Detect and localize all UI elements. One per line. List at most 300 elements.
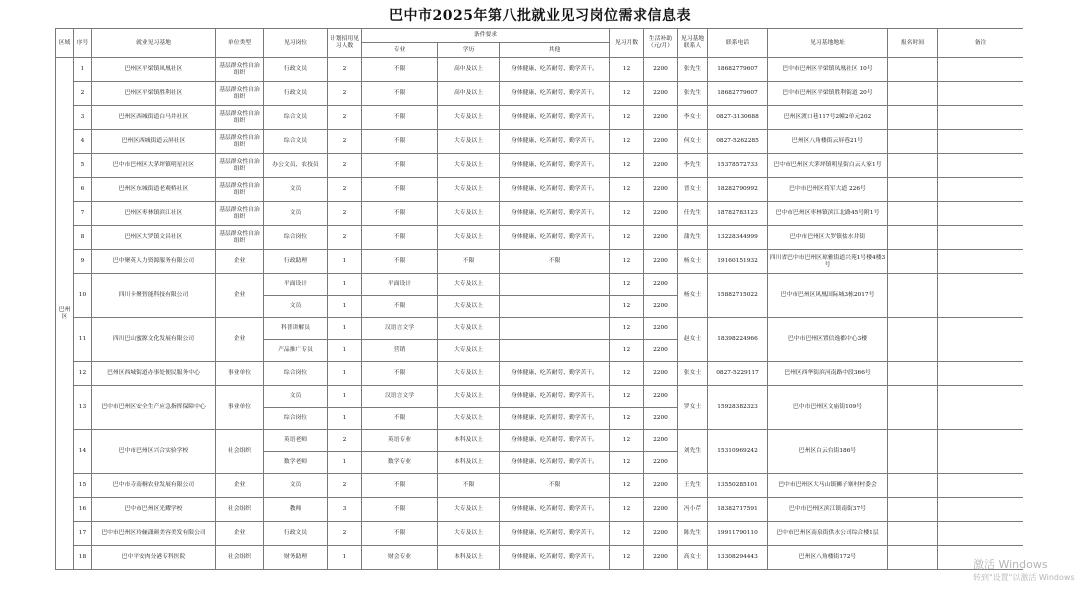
subsidy-cell: 2200 (644, 82, 678, 106)
major-cell: 营销 (362, 340, 438, 362)
planned-count-cell: 2 (328, 130, 362, 154)
address-cell: 巴中市巴州区大马山镇狮子寨村村委会 (768, 474, 888, 498)
subsidy-cell: 2200 (644, 250, 678, 274)
windows-activation-watermark (973, 558, 1080, 584)
base-name-cell: 巴州区西城街道白马井社区 (92, 106, 216, 130)
education-cell: 大专及以上 (438, 522, 500, 546)
phone-cell: 15882715022 (708, 274, 768, 318)
major-cell: 不限 (362, 226, 438, 250)
subsidy-cell: 2200 (644, 130, 678, 154)
job-table-sheet (55, 28, 1023, 598)
education-cell: 大专及以上 (438, 154, 500, 178)
address-cell: 巴中市巴州区置信逸都中心3楼 (768, 318, 888, 362)
subsidy-cell: 2200 (644, 452, 678, 474)
other-requirement-cell: 身体健康、吃苦耐劳、勤学苦干。 (500, 226, 610, 250)
other-requirement-cell: 身体健康、吃苦耐劳、勤学苦干。 (500, 522, 610, 546)
education-cell: 不限 (438, 474, 500, 498)
unit-type-cell: 事业单位 (216, 362, 264, 386)
table-row (56, 430, 1024, 452)
education-cell: 本科及以上 (438, 430, 500, 452)
base-name-cell: 巴州区西城街道云屏社区 (92, 130, 216, 154)
major-cell: 不限 (362, 522, 438, 546)
other-requirement-cell: 身体健康、吃苦耐劳、勤学苦干。 (500, 452, 610, 474)
position-cell: 文员 (264, 386, 328, 408)
unit-type-cell: 社会组织 (216, 498, 264, 522)
position-cell: 办公文员、农技员 (264, 154, 328, 178)
table-row (56, 202, 1024, 226)
signup-time-cell (888, 386, 938, 430)
signup-time-cell (888, 58, 938, 82)
months-cell: 12 (610, 340, 644, 362)
position-cell: 文员 (264, 296, 328, 318)
seq-cell: 2 (74, 82, 92, 106)
seq-cell: 9 (74, 250, 92, 274)
education-cell: 高中及以上 (438, 58, 500, 82)
header-contact: 见习基地联系人 (678, 29, 708, 58)
unit-type-cell: 基层群众性自治组织 (216, 178, 264, 202)
major-cell: 英语专业 (362, 430, 438, 452)
months-cell: 12 (610, 296, 644, 318)
remark-cell (938, 58, 1024, 82)
major-cell: 不限 (362, 130, 438, 154)
education-cell: 高中及以上 (438, 82, 500, 106)
contact-cell: 刘先生 (678, 430, 708, 474)
planned-count-cell: 2 (328, 522, 362, 546)
signup-time-cell (888, 130, 938, 154)
table-row (56, 474, 1024, 498)
header-position: 见习岗位 (264, 29, 328, 58)
position-cell: 教师 (264, 498, 328, 522)
remark-cell (938, 130, 1024, 154)
position-cell: 综合文员 (264, 106, 328, 130)
seq-cell: 15 (74, 474, 92, 498)
seq-cell: 11 (74, 318, 92, 362)
contact-cell: 李先生 (678, 154, 708, 178)
other-requirement-cell: 身体健康、吃苦耐劳、勤学苦干。 (500, 106, 610, 130)
table-row (56, 130, 1024, 154)
remark-cell (938, 522, 1024, 546)
other-requirement-cell: 身体健康、吃苦耐劳、勤学苦干。 (500, 130, 610, 154)
remark-cell (938, 106, 1024, 130)
position-cell: 行政文员 (264, 82, 328, 106)
months-cell: 12 (610, 474, 644, 498)
planned-count-cell: 1 (328, 362, 362, 386)
subsidy-cell: 2200 (644, 386, 678, 408)
position-cell: 数学老师 (264, 452, 328, 474)
signup-time-cell (888, 362, 938, 386)
address-cell: 巴中市巴州区风凰国际城3栋2017号 (768, 274, 888, 318)
education-cell: 大专及以上 (438, 296, 500, 318)
table-row (56, 154, 1024, 178)
seq-cell: 17 (74, 522, 92, 546)
unit-type-cell: 基层群众性自治组织 (216, 106, 264, 130)
position-cell: 综合岗位 (264, 226, 328, 250)
other-requirement-cell: 身体健康、吃苦耐劳、勤学苦干。 (500, 362, 610, 386)
header-months: 见习月数 (610, 29, 644, 58)
phone-cell: 18398224966 (708, 318, 768, 362)
base-name-cell: 四川卡聚智能科技有限公司 (92, 274, 216, 318)
remark-cell (938, 498, 1024, 522)
major-cell: 不限 (362, 408, 438, 430)
planned-count-cell: 2 (328, 226, 362, 250)
address-cell: 巴中市巴州区将军大道 226号 (768, 178, 888, 202)
contact-cell: 张先生 (678, 82, 708, 106)
table-row (56, 58, 1024, 82)
base-name-cell: 巴州区平梁镇胜利社区 (92, 82, 216, 106)
table-row (56, 498, 1024, 522)
position-cell: 文员 (264, 474, 328, 498)
base-name-cell: 巴中市巴州区玲俪潇颜美容美发有限公司 (92, 522, 216, 546)
base-name-cell: 巴中市巴州区安全生产应急指挥保障中心 (92, 386, 216, 430)
major-cell: 汉语言文学 (362, 318, 438, 340)
position-cell: 文员 (264, 178, 328, 202)
address-cell: 巴州区西华街滨河南路中段366号 (768, 362, 888, 386)
header-major: 专业 (362, 43, 438, 58)
base-name-cell: 巴中聚英人力资源服务有限公司 (92, 250, 216, 274)
remark-cell (938, 178, 1024, 202)
seq-cell: 13 (74, 386, 92, 430)
remark-cell (938, 154, 1024, 178)
other-requirement-cell: 身体健康、吃苦耐劳、勤学苦干。 (500, 58, 610, 82)
table-row (56, 274, 1024, 296)
seq-cell: 8 (74, 226, 92, 250)
signup-time-cell (888, 474, 938, 498)
other-requirement-cell: 身体健康、吃苦耐劳、勤学苦干。 (500, 430, 610, 452)
planned-count-cell: 1 (328, 274, 362, 296)
table-body (56, 58, 1024, 570)
table-header (56, 29, 1024, 58)
remark-cell (938, 386, 1024, 430)
position-cell: 综合岗位 (264, 408, 328, 430)
table-row (56, 106, 1024, 130)
unit-type-cell: 基层群众性自治组织 (216, 58, 264, 82)
address-cell: 巴中市巴州区滨江镇南街37号 (768, 498, 888, 522)
planned-count-cell: 2 (328, 202, 362, 226)
seq-cell: 7 (74, 202, 92, 226)
phone-cell: 13228344999 (708, 226, 768, 250)
other-requirement-cell: 身体健康、吃苦耐劳、勤学苦干。 (500, 202, 610, 226)
seq-cell: 6 (74, 178, 92, 202)
planned-count-cell: 3 (328, 498, 362, 522)
education-cell: 大专及以上 (438, 226, 500, 250)
position-cell: 科普讲解员 (264, 318, 328, 340)
unit-type-cell: 企业 (216, 474, 264, 498)
position-cell: 综合岗位 (264, 362, 328, 386)
header-address: 见习基地地址 (768, 29, 888, 58)
subsidy-cell: 2200 (644, 274, 678, 296)
other-requirement-cell: 不限 (500, 250, 610, 274)
remark-cell (938, 318, 1024, 362)
education-cell: 本科及以上 (438, 546, 500, 570)
major-cell: 不限 (362, 154, 438, 178)
contact-cell: 陈先生 (678, 522, 708, 546)
planned-count-cell: 2 (328, 154, 362, 178)
seq-cell: 1 (74, 58, 92, 82)
remark-cell (938, 202, 1024, 226)
major-cell: 不限 (362, 250, 438, 274)
address-cell: 巴中市巴州区平梁镇胜利街道 20号 (768, 82, 888, 106)
contact-cell: 王先生 (678, 474, 708, 498)
position-cell: 财务助理 (264, 546, 328, 570)
phone-cell: 19160151932 (708, 250, 768, 274)
signup-time-cell (888, 82, 938, 106)
subsidy-cell: 2200 (644, 362, 678, 386)
contact-cell: 冯小芹 (678, 498, 708, 522)
table-row (56, 318, 1024, 340)
months-cell: 12 (610, 522, 644, 546)
months-cell: 12 (610, 178, 644, 202)
subsidy-cell: 2200 (644, 474, 678, 498)
planned-count-cell: 2 (328, 178, 362, 202)
other-requirement-cell: 身体健康、吃苦耐劳、勤学苦干。 (500, 154, 610, 178)
address-cell: 四川省巴中市巴州区琼雅街道兴苑1号楼4楼3号 (768, 250, 888, 274)
phone-cell: 0827-5262285 (708, 130, 768, 154)
seq-cell: 14 (74, 430, 92, 474)
contact-cell: 杨女士 (678, 250, 708, 274)
months-cell: 12 (610, 82, 644, 106)
area-cell: 巴州区 (56, 58, 74, 570)
table-row (56, 82, 1024, 106)
unit-type-cell: 基层群众性自治组织 (216, 130, 264, 154)
remark-cell (938, 362, 1024, 386)
other-requirement-cell: 不限 (500, 474, 610, 498)
unit-type-cell: 事业单位 (216, 386, 264, 430)
contact-cell: 高女士 (678, 546, 708, 570)
other-requirement-cell (500, 318, 610, 340)
base-name-cell: 巴州区大罗镇文昌社区 (92, 226, 216, 250)
subsidy-cell: 2200 (644, 202, 678, 226)
phone-cell: 15928382323 (708, 386, 768, 430)
other-requirement-cell: 身体健康、吃苦耐劳、勤学苦干。 (500, 498, 610, 522)
signup-time-cell (888, 226, 938, 250)
table-row (56, 250, 1024, 274)
table-row (56, 362, 1024, 386)
base-name-cell: 巴州区平梁镇凤凰社区 (92, 58, 216, 82)
unit-type-cell: 企业 (216, 522, 264, 546)
seq-cell: 10 (74, 274, 92, 318)
months-cell: 12 (610, 408, 644, 430)
major-cell: 不限 (362, 474, 438, 498)
months-cell: 12 (610, 226, 644, 250)
months-cell: 12 (610, 362, 644, 386)
major-cell: 不限 (362, 296, 438, 318)
table-row (56, 386, 1024, 408)
base-name-cell: 巴州区东城街道老观桥社区 (92, 178, 216, 202)
signup-time-cell (888, 202, 938, 226)
seq-cell: 5 (74, 154, 92, 178)
planned-count-cell: 1 (328, 296, 362, 318)
position-cell: 行政文员 (264, 58, 328, 82)
major-cell: 平面设计 (362, 274, 438, 296)
contact-cell: 张先生 (678, 58, 708, 82)
months-cell: 12 (610, 386, 644, 408)
subsidy-cell: 2200 (644, 430, 678, 452)
header-requirements: 条件要求 (362, 29, 610, 43)
major-cell: 不限 (362, 202, 438, 226)
base-name-cell: 巴中市巴州区光耀学校 (92, 498, 216, 522)
contact-cell: 杨女士 (678, 274, 708, 318)
phone-cell: 18782783123 (708, 202, 768, 226)
signup-time-cell (888, 522, 938, 546)
address-cell: 巴中市巴州区南泉街供水公司综合楼1层 (768, 522, 888, 546)
position-cell: 英语老师 (264, 430, 328, 452)
position-cell: 综合文员 (264, 130, 328, 154)
subsidy-cell: 2200 (644, 408, 678, 430)
header-base: 就业见习基地 (92, 29, 216, 58)
header-other: 其他 (500, 43, 610, 58)
months-cell: 12 (610, 430, 644, 452)
table-row (56, 226, 1024, 250)
major-cell: 不限 (362, 82, 438, 106)
subsidy-cell: 2200 (644, 340, 678, 362)
planned-count-cell: 1 (328, 340, 362, 362)
education-cell: 不限 (438, 250, 500, 274)
education-cell: 大专及以上 (438, 274, 500, 296)
seq-cell: 3 (74, 106, 92, 130)
other-requirement-cell: 身体健康、吃苦耐劳、勤学苦干。 (500, 386, 610, 408)
position-cell: 产品推广专员 (264, 340, 328, 362)
header-unit-type: 单位类型 (216, 29, 264, 58)
planned-count-cell: 1 (328, 386, 362, 408)
address-cell: 巴中市巴州区大茅坪镇明星街白云人家1号 (768, 154, 888, 178)
phone-cell: 18382717591 (708, 498, 768, 522)
base-name-cell: 巴州区枣林镇滨江社区 (92, 202, 216, 226)
position-cell: 行政助理 (264, 250, 328, 274)
header-subsidy: 生活补助（元/月） (644, 29, 678, 58)
signup-time-cell (888, 546, 938, 570)
months-cell: 12 (610, 130, 644, 154)
months-cell: 12 (610, 58, 644, 82)
subsidy-cell: 2200 (644, 106, 678, 130)
remark-cell (938, 474, 1024, 498)
major-cell: 不限 (362, 178, 438, 202)
position-cell: 平面设计 (264, 274, 328, 296)
subsidy-cell: 2200 (644, 522, 678, 546)
base-name-cell: 四川巴山蜜源文化发展有限公司 (92, 318, 216, 362)
phone-cell: 13308294443 (708, 546, 768, 570)
contact-cell: 罗女士 (678, 386, 708, 430)
planned-count-cell: 1 (328, 318, 362, 340)
remark-cell (938, 226, 1024, 250)
phone-cell: 0827-5229117 (708, 362, 768, 386)
remark-cell (938, 250, 1024, 274)
major-cell: 不限 (362, 498, 438, 522)
planned-count-cell: 1 (328, 452, 362, 474)
header-area: 区域 (56, 29, 74, 58)
remark-cell (938, 430, 1024, 474)
address-cell: 巴中市巴州区枣林镇滨江北路45号附1号 (768, 202, 888, 226)
address-cell: 巴州区八角楼街172号 (768, 546, 888, 570)
planned-count-cell: 2 (328, 106, 362, 130)
planned-count-cell: 2 (328, 474, 362, 498)
education-cell: 大专及以上 (438, 408, 500, 430)
table-row (56, 546, 1024, 570)
base-name-cell: 巴中市巴州区兴合实验学校 (92, 430, 216, 474)
address-cell: 巴中市巴州区文庙街109号 (768, 386, 888, 430)
planned-count-cell: 2 (328, 82, 362, 106)
months-cell: 12 (610, 498, 644, 522)
contact-cell: 晋女士 (678, 178, 708, 202)
subsidy-cell: 2200 (644, 178, 678, 202)
other-requirement-cell: 身体健康、吃苦耐劳、勤学苦干。 (500, 546, 610, 570)
months-cell: 12 (610, 154, 644, 178)
base-name-cell: 巴中市巴州区大茅坪镇明星社区 (92, 154, 216, 178)
phone-cell: 15310969242 (708, 430, 768, 474)
contact-cell: 蒲先生 (678, 226, 708, 250)
signup-time-cell (888, 178, 938, 202)
table-row (56, 178, 1024, 202)
subsidy-cell: 2200 (644, 226, 678, 250)
unit-type-cell: 基层群众性自治组织 (216, 226, 264, 250)
subsidy-cell: 2200 (644, 296, 678, 318)
phone-cell: 19911790110 (708, 522, 768, 546)
watermark-line2: 转到"设置"以激活 Windows (973, 573, 1075, 582)
address-cell: 巴中市巴州区平梁镇凤凰社区 10号 (768, 58, 888, 82)
header-remark: 备注 (938, 29, 1024, 58)
address-cell: 巴中市巴州区大罗镇盐水井街 (768, 226, 888, 250)
other-requirement-cell (500, 340, 610, 362)
other-requirement-cell: 身体健康、吃苦耐劳、勤学苦干。 (500, 178, 610, 202)
address-cell: 巴州区八角楼街云屏巷21号 (768, 130, 888, 154)
base-name-cell: 巴中平安肉分港专科医院 (92, 546, 216, 570)
header-education: 学历 (438, 43, 500, 58)
months-cell: 12 (610, 546, 644, 570)
planned-count-cell: 1 (328, 250, 362, 274)
address-cell: 巴州区渡口巷117号2幢2单元202 (768, 106, 888, 130)
header-phone: 联系电话 (708, 29, 768, 58)
months-cell: 12 (610, 318, 644, 340)
months-cell: 12 (610, 106, 644, 130)
planned-count-cell: 2 (328, 58, 362, 82)
contact-cell: 张女士 (678, 362, 708, 386)
remark-cell (938, 274, 1024, 318)
planned-count-cell: 1 (328, 408, 362, 430)
subsidy-cell: 2200 (644, 318, 678, 340)
phone-cell: 0827-3130688 (708, 106, 768, 130)
months-cell: 12 (610, 250, 644, 274)
job-table (55, 28, 1023, 570)
seq-cell: 16 (74, 498, 92, 522)
subsidy-cell: 2200 (644, 498, 678, 522)
contact-cell: 任先生 (678, 202, 708, 226)
seq-cell: 18 (74, 546, 92, 570)
major-cell: 汉语言文学 (362, 386, 438, 408)
education-cell: 大专及以上 (438, 340, 500, 362)
header-seq: 序号 (74, 29, 92, 58)
header-signup-time: 报名时间 (888, 29, 938, 58)
other-requirement-cell: 身体健康、吃苦耐劳、勤学苦干。 (500, 82, 610, 106)
education-cell: 大专及以上 (438, 130, 500, 154)
page-title: 巴中市2025年第八批就业见习岗位需求信息表 (389, 8, 691, 24)
other-requirement-cell: 身体健康、吃苦耐劳、勤学苦干。 (500, 408, 610, 430)
remark-cell (938, 82, 1024, 106)
unit-type-cell: 基层群众性自治组织 (216, 202, 264, 226)
education-cell: 大专及以上 (438, 362, 500, 386)
contact-cell: 李女士 (678, 106, 708, 130)
seq-cell: 12 (74, 362, 92, 386)
phone-cell: 18682779607 (708, 82, 768, 106)
major-cell: 不限 (362, 106, 438, 130)
table-row (56, 522, 1024, 546)
subsidy-cell: 2200 (644, 154, 678, 178)
months-cell: 12 (610, 452, 644, 474)
signup-time-cell (888, 274, 938, 318)
seq-cell: 4 (74, 130, 92, 154)
signup-time-cell (888, 154, 938, 178)
unit-type-cell: 企业 (216, 274, 264, 318)
position-cell: 行政文员 (264, 522, 328, 546)
base-name-cell: 巴中市寺南桐农业发展有限公司 (92, 474, 216, 498)
